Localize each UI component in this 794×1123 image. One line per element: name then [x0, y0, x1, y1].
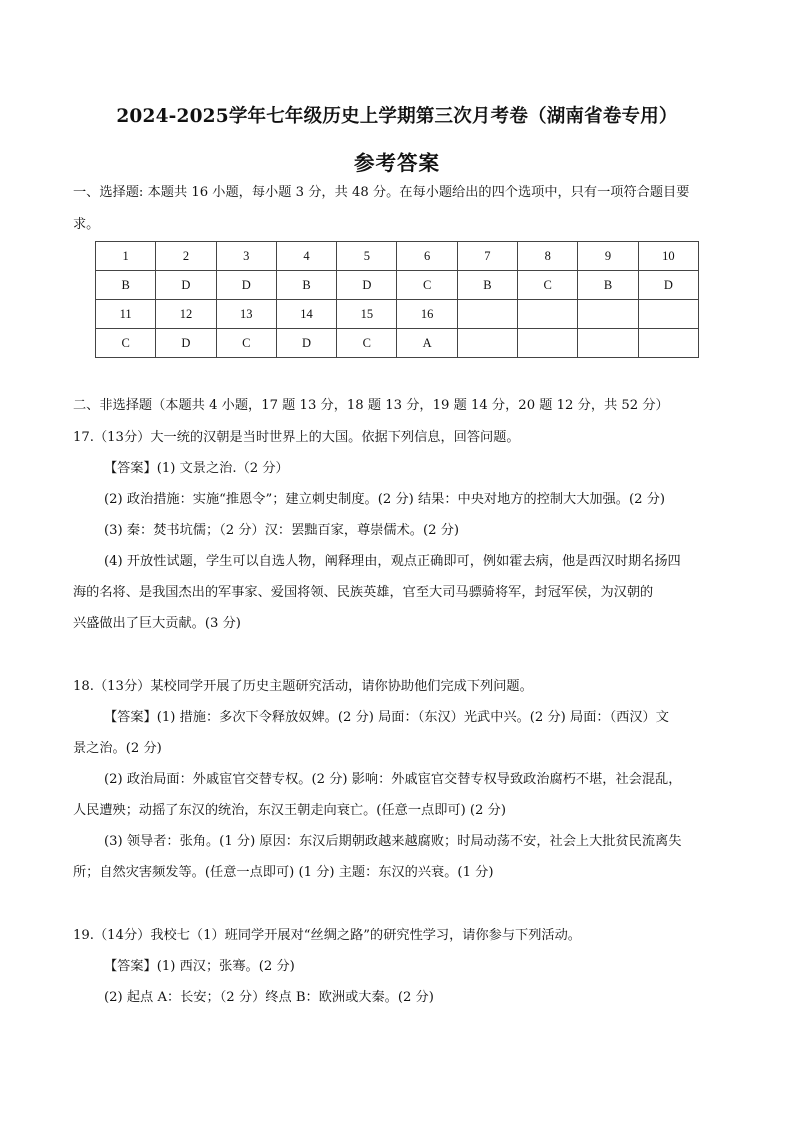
page-title: 2024-2025学年七年级历史上学期第三次月考卷（湖南省卷专用） [116, 106, 678, 127]
q17-answer-4-line3: 兴盛做出了巨大贡献。(3 分) [73, 616, 241, 631]
answer-table-cell: 7 [457, 242, 517, 271]
q17-answer-2: (2) 政治措施：实施“推恩令”；建立刺史制度。(2 分) 结果：中央对地方的控制大大加强。(2 分) [104, 492, 666, 507]
answer-table-cell [518, 300, 578, 329]
answer-table-cell: B [578, 271, 638, 300]
answer-table-cell: C [518, 271, 578, 300]
answer-table-cell: C [337, 329, 397, 358]
section1-instructions: 一、选择题: 本题共 16 小题，每小题 3 分，共 48 分。在每小题给出的四个选项中，只有一项符合题目要 [73, 185, 690, 200]
answer-table-cell: D [216, 271, 276, 300]
q18-answer-2-line1: (2) 政治局面：外戚宦官交替专权。(2 分) 影响：外戚宦官交替专权导致政治腐朽不堪，社会混乱， [104, 772, 682, 787]
q18-answer-2-line2: 人民遭殃；动摇了东汉的统治，东汉王朝走向衰亡。(任意一点即可) (2 分) [73, 803, 506, 818]
answer-table-cell [578, 300, 638, 329]
q18-answer-1-line2: 景之治。(2 分) [73, 741, 162, 756]
answer-table-cell: D [156, 329, 216, 358]
answer-table-cell: 3 [216, 242, 276, 271]
answer-table-cell: 14 [276, 300, 336, 329]
answer-table-cell: 10 [638, 242, 698, 271]
q19-stem: 19.（14分）我校七（1）班同学开展对“丝绸之路”的研究性学习，请你参与下列活动。 [73, 928, 581, 943]
answer-table-cell: 9 [578, 242, 638, 271]
answer-table-cell: C [96, 329, 156, 358]
answer-table-cell: 2 [156, 242, 216, 271]
answer-table-cell: D [156, 271, 216, 300]
answer-table-cell: C [397, 271, 457, 300]
answer-table-cell: B [457, 271, 517, 300]
answer-table-cell: 5 [337, 242, 397, 271]
section2-header: 二、非选择题（本题共 4 小题，17 题 13 分，18 题 13 分，19 题 14 分，20 题 12 分，共 52 分） [73, 398, 669, 413]
answer-table-cell: D [276, 329, 336, 358]
answer-table-cell: 16 [397, 300, 457, 329]
q18-answer-3-line1: (3) 领导者：张角。(1 分) 原因：东汉后期朝政越来越腐败；时局动荡不安，社会上大批贫民流离失 [104, 834, 682, 849]
q17-answer-4-line2: 海的名将、是我国杰出的军事家、爱国将领、民族英雄，官至大司马骠骑将军，封冠军侯，为汉朝的 [73, 585, 654, 600]
q17-answer-1: 【答案】(1) 文景之治.（2 分） [104, 461, 289, 476]
answer-table-cell: B [96, 271, 156, 300]
answer-table-cell: 4 [276, 242, 336, 271]
answer-table-cell [578, 329, 638, 358]
q18-stem: 18.（13分）某校同学开展了历史主题研究活动，请你协助他们完成下列问题。 [73, 679, 533, 694]
q18-answer-3-line2: 所；自然灾害频发等。(任意一点即可) (1 分) 主题：东汉的兴衰。(1 分) [73, 865, 494, 880]
answer-table-cell: 11 [96, 300, 156, 329]
answer-table-row [96, 242, 699, 271]
answer-table-cell: A [397, 329, 457, 358]
answer-table-row [96, 271, 699, 300]
answer-table-cell: 6 [397, 242, 457, 271]
answer-table-cell: D [638, 271, 698, 300]
answer-table-cell [638, 329, 698, 358]
answer-table-cell [638, 300, 698, 329]
answer-table-cell: 1 [96, 242, 156, 271]
page-subtitle: 参考答案 [354, 151, 440, 175]
q19-answer-1: 【答案】(1) 西汉；张骞。(2 分) [104, 959, 295, 974]
answer-table-cell: 15 [337, 300, 397, 329]
q17-answer-4-line1: (4) 开放性试题，学生可以自选人物，阐释理由，观点正确即可，例如霍去病，他是西汉时期名扬四 [104, 554, 681, 569]
answer-table-cell: 8 [518, 242, 578, 271]
answer-table-row [96, 329, 699, 358]
q18-answer-1-line1: 【答案】(1) 措施：多次下令释放奴婢。(2 分) 局面：（东汉）光武中兴。(2 分) 局面：（西汉）文 [104, 710, 669, 725]
answer-table-row [96, 300, 699, 329]
answer-table-cell [518, 329, 578, 358]
answer-table-cell [457, 300, 517, 329]
answer-table-cell: C [216, 329, 276, 358]
answer-table-cell: 13 [216, 300, 276, 329]
answer-table-cell: 12 [156, 300, 216, 329]
answer-table-cell: B [276, 271, 336, 300]
answer-table-cell [457, 329, 517, 358]
q17-answer-3: (3) 秦：焚书坑儒；（2 分）汉：罢黜百家，尊崇儒术。(2 分) [104, 523, 460, 538]
q17-stem: 17.（13分）大一统的汉朝是当时世界上的大国。依据下列信息，回答问题。 [73, 430, 520, 445]
q19-answer-2: (2) 起点 A：长安；（2 分）终点 B：欧洲或大秦。(2 分) [104, 990, 434, 1005]
section1-instructions-cont: 求。 [73, 217, 100, 232]
multiple-choice-answer-table [95, 241, 699, 358]
answer-table-cell: D [337, 271, 397, 300]
